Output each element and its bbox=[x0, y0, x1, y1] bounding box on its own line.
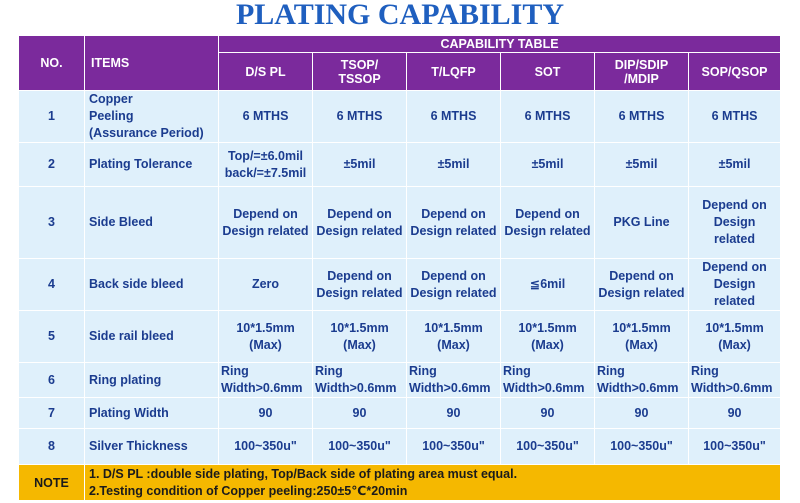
table-cell bbox=[219, 143, 313, 187]
row-item-line: Side Bleed bbox=[89, 215, 153, 229]
column-header-line: SOP/QSOP bbox=[701, 64, 768, 79]
table-cell-line: 6 MTHS bbox=[711, 109, 758, 123]
table-cell-line: Width>0.6mm bbox=[315, 381, 397, 395]
row-number: 1 bbox=[19, 91, 85, 143]
table-cell bbox=[313, 311, 407, 363]
table-cell bbox=[595, 187, 689, 259]
table-cell-line: Width>0.6mm bbox=[409, 381, 491, 395]
table-cell bbox=[595, 259, 689, 311]
column-header-line: T/LQFP bbox=[431, 64, 476, 79]
table-cell bbox=[313, 398, 407, 429]
row-item-line: Ring plating bbox=[89, 372, 162, 387]
table-cell-line: (Max) bbox=[718, 337, 751, 352]
table-row bbox=[19, 429, 781, 465]
table-cell bbox=[313, 187, 407, 259]
column-header-line: /MDIP bbox=[624, 71, 659, 86]
row-item bbox=[85, 429, 219, 465]
row-item bbox=[85, 187, 219, 259]
table-cell-line: 90 bbox=[446, 405, 461, 420]
table-cell bbox=[595, 91, 689, 143]
table-row bbox=[19, 259, 781, 311]
row-item-line: Plating Width bbox=[89, 405, 169, 420]
row-item bbox=[85, 91, 219, 143]
table-cell bbox=[501, 311, 595, 363]
table-cell-line: Zero bbox=[251, 277, 280, 291]
table-cell bbox=[313, 429, 407, 465]
row-item-line: Copper bbox=[89, 92, 133, 106]
table-row bbox=[19, 143, 781, 187]
header-capability-table: CAPABILITY TABLE bbox=[219, 36, 781, 53]
table-cell bbox=[219, 187, 313, 259]
table-row bbox=[19, 398, 781, 429]
table-cell-line: (Max) bbox=[531, 337, 564, 352]
table-cell bbox=[407, 363, 501, 398]
row-item bbox=[85, 143, 219, 187]
column-header bbox=[595, 53, 689, 91]
table-cell-line: Ring bbox=[409, 364, 437, 378]
table-cell bbox=[407, 91, 501, 143]
row-item-line: (Assurance Period) bbox=[89, 126, 204, 140]
table-cell-line: 6 MTHS bbox=[336, 109, 383, 123]
table-cell-line: (Max) bbox=[625, 337, 658, 352]
table-cell-line: 6 MTHS bbox=[618, 109, 665, 123]
table-cell bbox=[501, 259, 595, 311]
note-label: NOTE bbox=[19, 465, 85, 501]
table-cell-line: ±5mil bbox=[625, 157, 658, 171]
table-cell bbox=[313, 143, 407, 187]
table-cell-line: 10*1.5mm bbox=[236, 320, 295, 335]
table-cell-line: 90 bbox=[352, 405, 367, 420]
table-cell-line: 10*1.5mm bbox=[705, 320, 764, 335]
table-cell bbox=[501, 398, 595, 429]
row-item-line: Plating Tolerance bbox=[89, 157, 193, 171]
table-cell-line: ±5mil bbox=[343, 157, 376, 171]
row-item bbox=[85, 259, 219, 311]
table-cell bbox=[595, 398, 689, 429]
table-cell-line: Depend on bbox=[609, 268, 674, 283]
column-header-line: TSSOP bbox=[338, 71, 381, 86]
table-cell-line: Design bbox=[713, 215, 756, 229]
table-cell bbox=[407, 187, 501, 259]
row-number: 3 bbox=[19, 187, 85, 259]
row-number: 7 bbox=[19, 398, 85, 429]
table-cell-line: 6 MTHS bbox=[524, 109, 571, 123]
table-cell-line: 6 MTHS bbox=[242, 109, 289, 123]
page-title: PLATING CAPABILITY bbox=[235, 0, 565, 31]
table-cell bbox=[501, 363, 595, 398]
table-cell-line: Ring bbox=[503, 364, 531, 378]
table-cell-line: 90 bbox=[634, 405, 649, 420]
column-header-line: SOT bbox=[534, 64, 561, 79]
table-cell-line: ±5mil bbox=[531, 157, 564, 171]
table-cell-line: Depend on bbox=[702, 260, 767, 274]
table-row bbox=[19, 91, 781, 143]
capability-table bbox=[18, 35, 781, 501]
table-cell-line: Depend on bbox=[702, 198, 767, 212]
table-cell bbox=[689, 187, 781, 259]
table-cell-line: Width>0.6mm bbox=[503, 381, 585, 395]
table-cell-line: 10*1.5mm bbox=[518, 320, 577, 335]
table-cell bbox=[219, 91, 313, 143]
note-line-1: 1. D/S PL :double side plating, Top/Back side of plating area must equal. bbox=[89, 466, 518, 481]
table-cell bbox=[313, 259, 407, 311]
table-cell-line: Ring bbox=[691, 364, 719, 378]
column-header bbox=[313, 53, 407, 91]
table-cell bbox=[501, 91, 595, 143]
row-item-line: Back side bleed bbox=[89, 277, 184, 291]
row-item bbox=[85, 311, 219, 363]
table-cell bbox=[595, 363, 689, 398]
table-row bbox=[19, 363, 781, 398]
row-number: 4 bbox=[19, 259, 85, 311]
table-cell bbox=[689, 311, 781, 363]
table-cell bbox=[219, 363, 313, 398]
table-cell-line: Design related bbox=[504, 223, 591, 238]
table-cell-line: Depend on bbox=[327, 206, 392, 221]
row-item-line: Side rail bleed bbox=[89, 329, 174, 343]
table-cell-line: 100~350u" bbox=[610, 439, 673, 453]
column-header-line: DIP/SDIP bbox=[614, 57, 669, 72]
table-cell-line: Ring bbox=[315, 364, 343, 378]
table-cell bbox=[219, 429, 313, 465]
column-header bbox=[501, 53, 595, 91]
table-cell-line: ≦6mil bbox=[529, 277, 566, 291]
row-number: 5 bbox=[19, 311, 85, 363]
table-cell-line: Depend on bbox=[421, 206, 486, 221]
table-cell bbox=[407, 311, 501, 363]
table-cell-line: 10*1.5mm bbox=[330, 320, 389, 335]
row-item-line: Peeling bbox=[89, 109, 134, 123]
table-cell bbox=[689, 91, 781, 143]
row-item-line: Silver Thickness bbox=[89, 439, 188, 453]
table-row bbox=[19, 311, 781, 363]
table-cell-line: Top/=±6.0mil bbox=[227, 148, 304, 163]
table-cell-line: 6 MTHS bbox=[430, 109, 477, 123]
column-header-line: D/S PL bbox=[245, 64, 286, 79]
table-cell bbox=[219, 311, 313, 363]
table-cell bbox=[501, 429, 595, 465]
table-cell-line: back/=±7.5mil bbox=[224, 165, 307, 180]
header-no: NO. bbox=[19, 36, 85, 91]
note-text bbox=[85, 465, 781, 501]
table-cell bbox=[407, 143, 501, 187]
table-cell-line: 90 bbox=[727, 405, 742, 420]
table-cell bbox=[689, 429, 781, 465]
table-cell-line: Ring bbox=[221, 364, 249, 378]
table-cell-line: 10*1.5mm bbox=[612, 320, 671, 335]
table-cell-line: Design related bbox=[316, 223, 403, 238]
table-cell bbox=[313, 363, 407, 398]
table-cell bbox=[689, 259, 781, 311]
table-cell bbox=[501, 143, 595, 187]
table-cell-line: Design related bbox=[410, 285, 497, 300]
header-items: ITEMS bbox=[85, 36, 219, 91]
table-cell-line: Ring bbox=[597, 364, 625, 378]
table-cell-line: 100~350u" bbox=[422, 439, 485, 453]
row-item bbox=[85, 398, 219, 429]
table-cell-line: Width>0.6mm bbox=[221, 381, 303, 395]
table-cell-line: 90 bbox=[540, 405, 555, 420]
column-header-line: TSOP/ bbox=[340, 57, 379, 72]
table-cell bbox=[313, 91, 407, 143]
table-cell-line: 100~350u" bbox=[516, 439, 579, 453]
row-number: 8 bbox=[19, 429, 85, 465]
table-cell-line: Design related bbox=[316, 285, 403, 300]
table-cell-line: Depend on bbox=[233, 206, 298, 221]
table-cell-line: Design bbox=[713, 277, 756, 291]
table-cell-line: PKG Line bbox=[613, 215, 670, 229]
table-cell bbox=[595, 143, 689, 187]
column-header bbox=[219, 53, 313, 91]
table-cell bbox=[689, 143, 781, 187]
table-cell-line: Depend on bbox=[327, 268, 392, 283]
table-cell-line: 100~350u" bbox=[703, 439, 766, 453]
table-cell-line: (Max) bbox=[437, 337, 470, 352]
table-cell-line: Design related bbox=[598, 285, 685, 300]
table-cell-line: Width>0.6mm bbox=[597, 381, 679, 395]
table-cell bbox=[595, 311, 689, 363]
table-cell-line: 10*1.5mm bbox=[424, 320, 483, 335]
column-header bbox=[689, 53, 781, 91]
table-cell-line: 100~350u" bbox=[328, 439, 391, 453]
table-cell bbox=[501, 187, 595, 259]
row-item bbox=[85, 363, 219, 398]
table-cell bbox=[407, 429, 501, 465]
table-cell-line: Design related bbox=[222, 223, 309, 238]
table-cell bbox=[407, 259, 501, 311]
table-cell-line: Depend on bbox=[515, 206, 580, 221]
table-cell bbox=[689, 363, 781, 398]
table-cell-line: related bbox=[714, 294, 756, 308]
table-cell-line: related bbox=[714, 232, 756, 246]
note-line-2: 2.Testing condition of Copper peeling:250±5℃*20min bbox=[89, 483, 408, 498]
table-cell-line: ±5mil bbox=[718, 157, 751, 171]
table-cell-line: Depend on bbox=[421, 268, 486, 283]
table-cell-line: ±5mil bbox=[437, 157, 470, 171]
table-cell-line: (Max) bbox=[249, 337, 282, 352]
table-cell bbox=[689, 398, 781, 429]
table-cell bbox=[407, 398, 501, 429]
table-cell bbox=[595, 429, 689, 465]
table-cell-line: 100~350u" bbox=[234, 439, 297, 453]
column-header bbox=[407, 53, 501, 91]
table-cell bbox=[219, 398, 313, 429]
row-number: 2 bbox=[19, 143, 85, 187]
table-cell-line: 90 bbox=[258, 405, 273, 420]
table-cell-line: Width>0.6mm bbox=[691, 381, 773, 395]
table-cell-line: (Max) bbox=[343, 337, 376, 352]
table-cell bbox=[219, 259, 313, 311]
table-row bbox=[19, 187, 781, 259]
table-cell-line: Design related bbox=[410, 223, 497, 238]
row-number: 6 bbox=[19, 363, 85, 398]
